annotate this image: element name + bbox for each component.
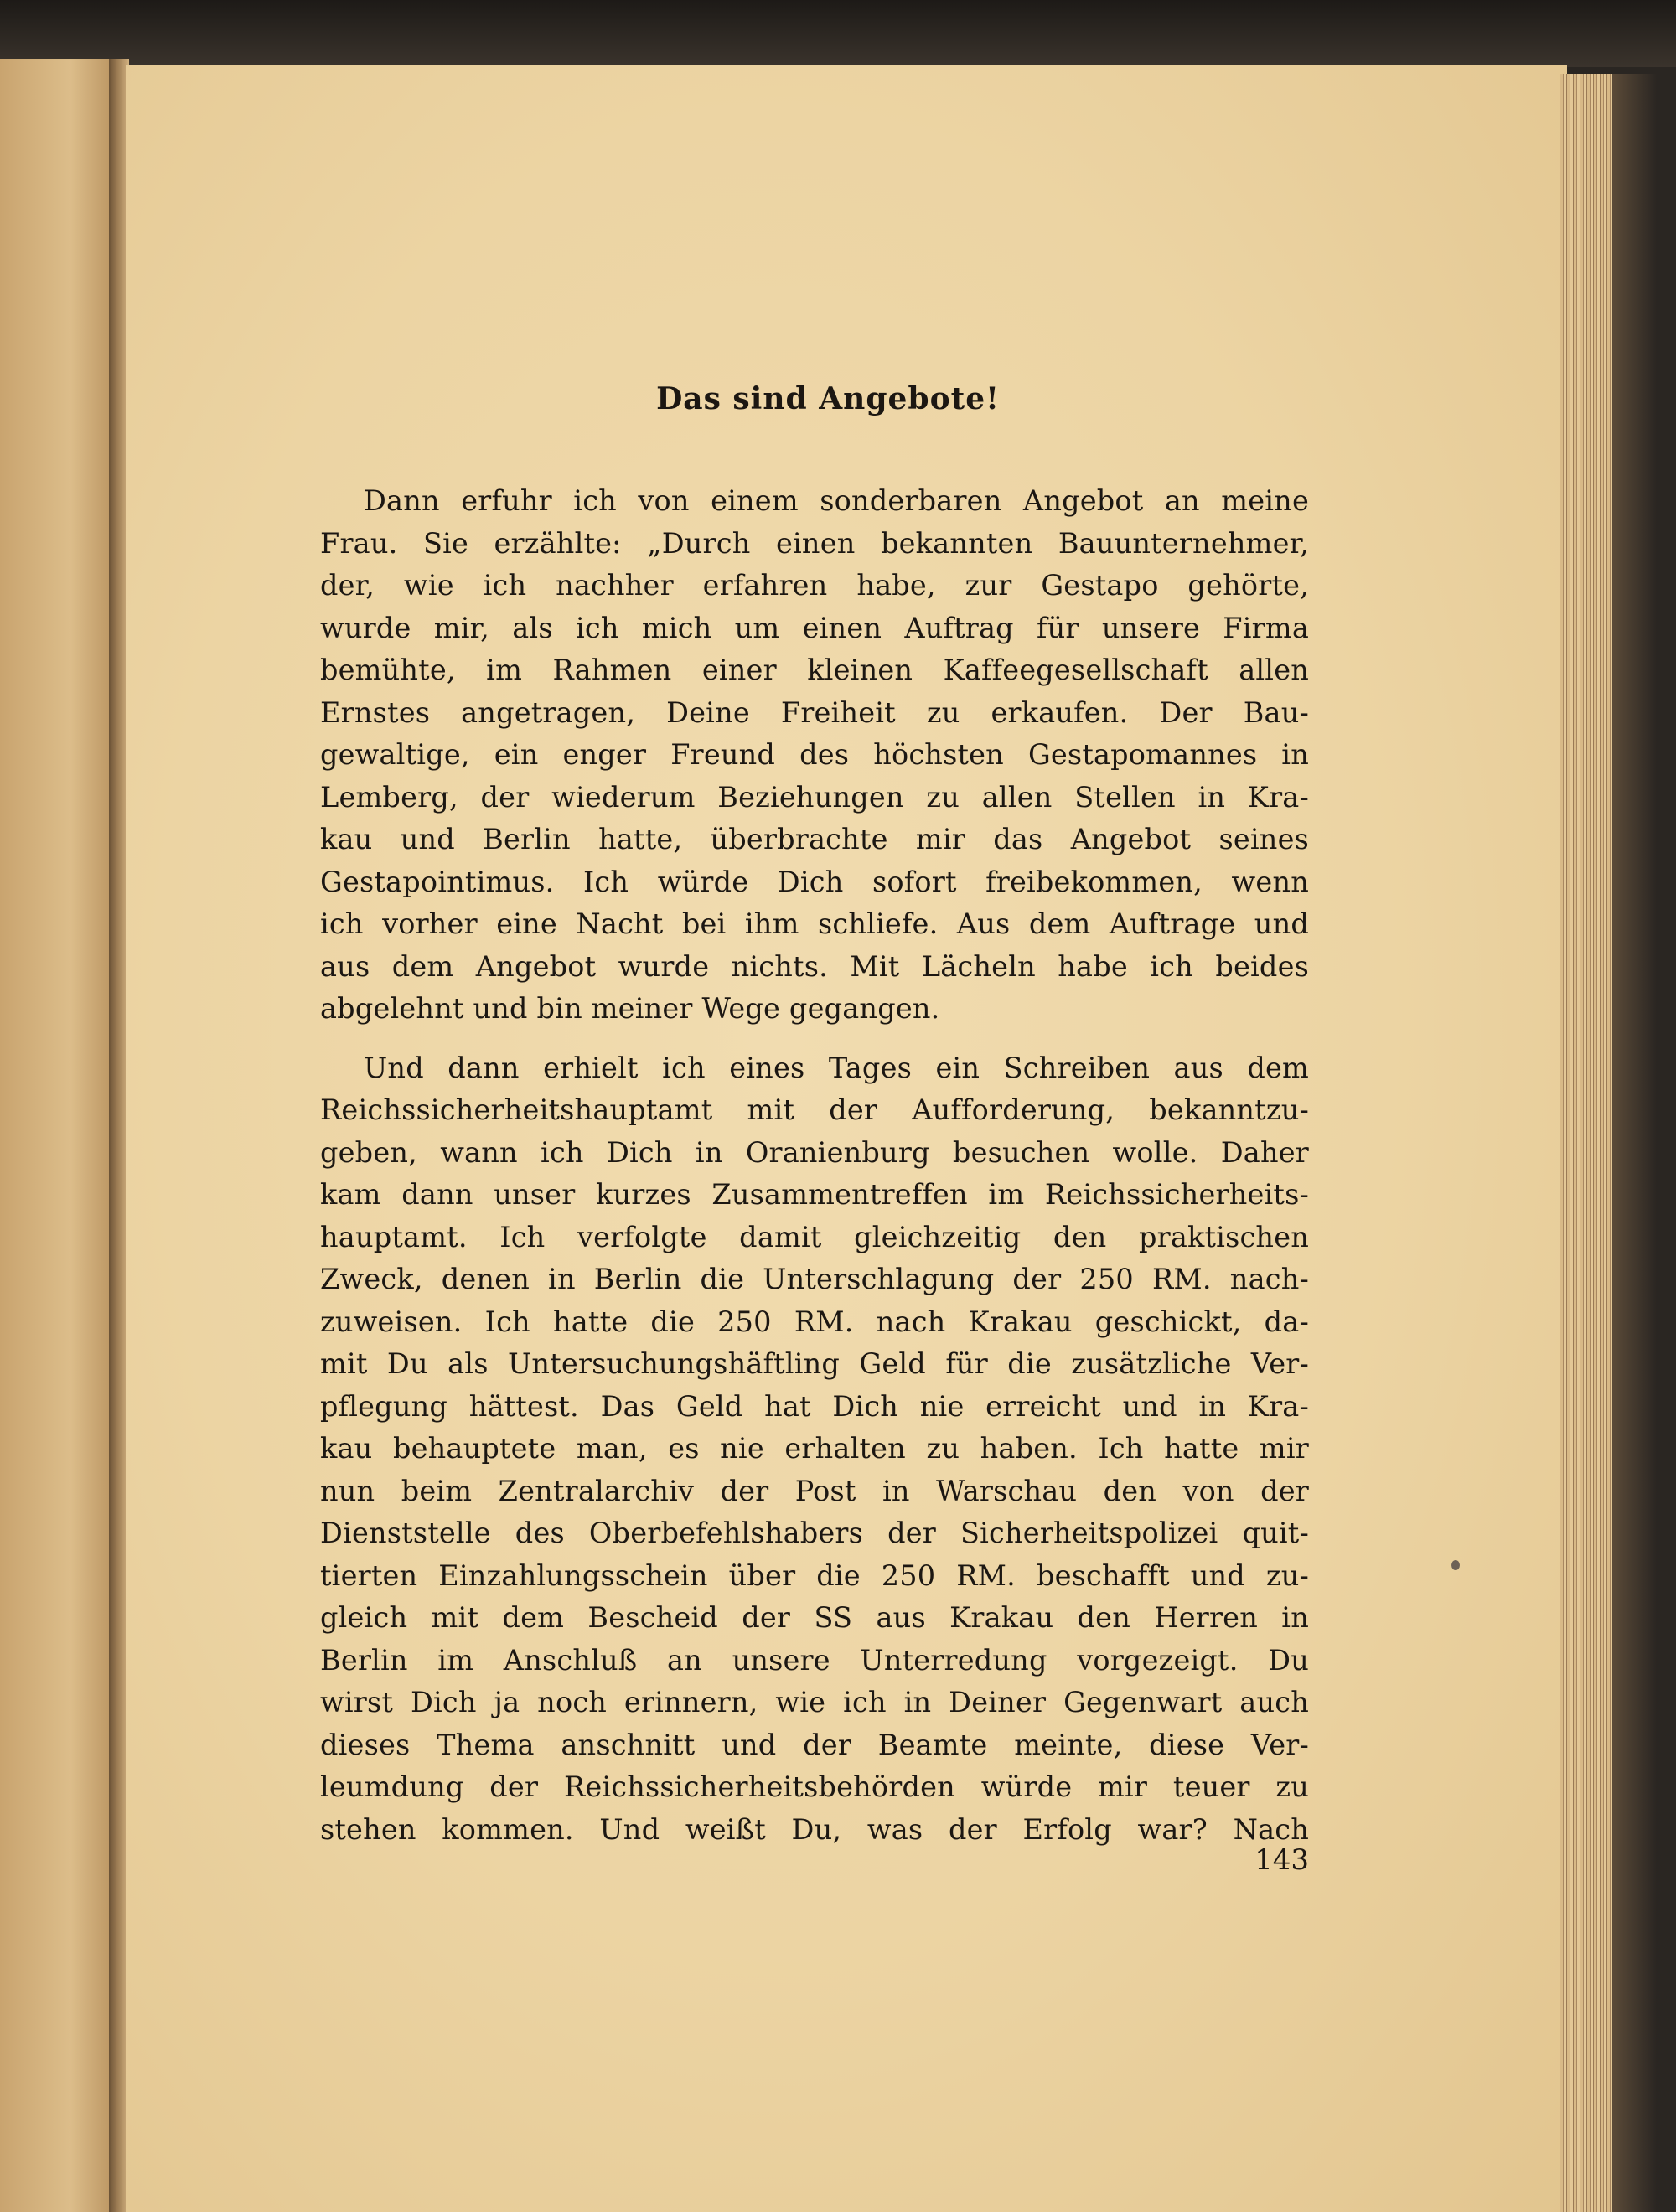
text-line: zuweisen. Ich hatte die 250 RM. nach Krakau geschickt, da- [320, 1305, 1309, 1338]
paragraph [320, 1047, 1309, 1852]
text-line: wirst Dich ja noch erinnern, wie ich in Deiner Gegenwart auch [320, 1686, 1309, 1718]
text-line: stehen kommen. Und weißt Du, was der Erfolg war? Nach [320, 1812, 1309, 1846]
text-line: nun beim Zentralarchiv der Post in Warschau den von der [320, 1474, 1309, 1507]
previous-page-edge [0, 59, 117, 2212]
text-line: kau und Berlin hatte, überbrachte mir das Angebot seines [320, 823, 1309, 855]
text-line: kau behauptete man, es nie erhalten zu haben. Ich hatte mir [320, 1432, 1309, 1465]
text-line: bemühte, im Rahmen einer kleinen Kaffeegesellschaft allen [320, 654, 1309, 686]
text-line: wurde mir, als ich mich um einen Auftrag für unsere Firma [320, 611, 1309, 644]
paper-speck [1451, 1560, 1460, 1570]
text-line: hauptamt. Ich verfolgte damit gleichzeitig den praktischen [320, 1220, 1309, 1253]
text-line: mit Du als Untersuchungshäftling Geld für die zusätzliche Ver- [320, 1347, 1309, 1380]
text-line: Zweck, denen in Berlin die Unterschlagung der 250 RM. nach- [320, 1263, 1309, 1295]
page-stack-shadow [1612, 74, 1676, 2212]
text-line: der, wie ich nachher erfahren habe, zur Gestapo gehörte, [320, 569, 1309, 602]
text-line: Reichssicherheitshauptamt mit der Aufforderung, bekanntzu- [320, 1093, 1309, 1126]
text-line: geben, wann ich Dich in Oranienburg besuchen wolle. Daher [320, 1135, 1309, 1169]
page-number: 143 [1254, 1843, 1309, 1877]
page-text [320, 381, 1309, 1851]
text-line: Dienststelle des Oberbefehlshabers der Sicherheitspolizei quit- [320, 1517, 1309, 1549]
text-line: Frau. Sie erzählte: „Durch einen bekannten Bauunternehmer, [320, 526, 1309, 560]
text-line: pflegung hättest. Das Geld hat Dich nie erreicht und in Kra- [320, 1389, 1309, 1423]
text-line: Und dann erhielt ich eines Tages ein Schreiben aus dem [364, 1051, 1309, 1084]
text-line: kam dann unser kurzes Zusammentreffen im Reichssicherheits- [320, 1178, 1309, 1211]
text-line: dieses Thema anschnitt und der Beamte meinte, diese Ver- [320, 1728, 1309, 1761]
page-heading: Das sind Angebote! [656, 381, 1000, 416]
text-line: Gestapointimus. Ich würde Dich sofort freibekommen, wenn [320, 865, 1309, 898]
scanner-background [0, 0, 1676, 67]
text-line: Ernstes angetragen, Deine Freiheit zu erkaufen. Der Bau- [320, 695, 1309, 729]
text-line: aus dem Angebot wurde nichts. Mit Lächeln habe ich beides [320, 949, 1309, 983]
text-line: Dann erfuhr ich von einem sonderbaren Angebot an meine [364, 484, 1309, 517]
text-line: gleich mit dem Bescheid der SS aus Krakau den Herren in [320, 1601, 1309, 1634]
text-line: tierten Einzahlungsschein über die 250 RM. beschafft und zu- [320, 1558, 1309, 1592]
text-line: ich vorher eine Nacht bei ihm schliefe. Aus dem Auftrage und [320, 907, 1309, 940]
page-stack-edges [1560, 74, 1612, 2212]
text-line: gewaltige, ein enger Freund des höchsten Gestapomannes in [320, 738, 1309, 771]
text-line: leumdung der Reichssicherheitsbehörden würde mir teuer zu [320, 1770, 1309, 1803]
text-line: Berlin im Anschluß an unsere Unterredung vorgezeigt. Du [320, 1643, 1309, 1677]
text-line: Lemberg, der wiederum Beziehungen zu allen Stellen in Kra- [320, 780, 1309, 814]
text-line: abgelehnt und bin meiner Wege gegangen. [320, 992, 940, 1025]
paragraph [320, 480, 1309, 1031]
